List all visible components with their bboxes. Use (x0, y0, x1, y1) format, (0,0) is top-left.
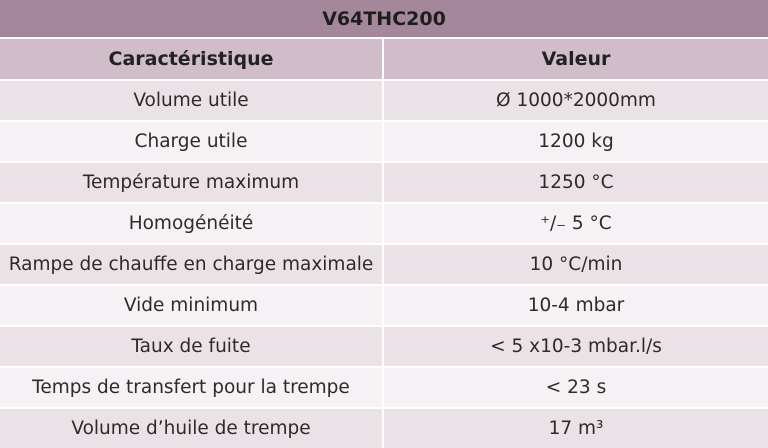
table-row (0, 409, 768, 448)
table-row (0, 245, 768, 286)
row-label: Homogénéité (0, 204, 384, 245)
table-title: V64THC200 (0, 0, 768, 39)
header-characteristic: Caractéristique (0, 39, 384, 81)
row-label: Charge utile (0, 122, 384, 163)
row-value: 17 m³ (384, 409, 768, 448)
row-label: Temps de transfert pour la trempe (0, 368, 384, 409)
table-row (0, 286, 768, 327)
row-value: 1250 °C (384, 163, 768, 204)
row-value: 10 °C/min (384, 245, 768, 286)
row-label: Taux de fuite (0, 327, 384, 368)
title-row (0, 0, 768, 39)
row-value: ⁺/₋ 5 °C (384, 204, 768, 245)
table-row (0, 204, 768, 245)
table-row (0, 122, 768, 163)
row-value: < 5 x10-3 mbar.l/s (384, 327, 768, 368)
row-label: Rampe de chauffe en charge maximale (0, 245, 384, 286)
row-value: 1200 kg (384, 122, 768, 163)
row-value: < 23 s (384, 368, 768, 409)
row-label: Vide minimum (0, 286, 384, 327)
table-row (0, 327, 768, 368)
table-row (0, 163, 768, 204)
row-label: Volume utile (0, 81, 384, 122)
row-value: 10-4 mbar (384, 286, 768, 327)
table-row (0, 368, 768, 409)
row-label: Température maximum (0, 163, 384, 204)
table-row (0, 81, 768, 122)
header-row (0, 39, 768, 81)
header-value: Valeur (384, 39, 768, 81)
row-value: Ø 1000*2000mm (384, 81, 768, 122)
row-label: Volume d’huile de trempe (0, 409, 384, 448)
